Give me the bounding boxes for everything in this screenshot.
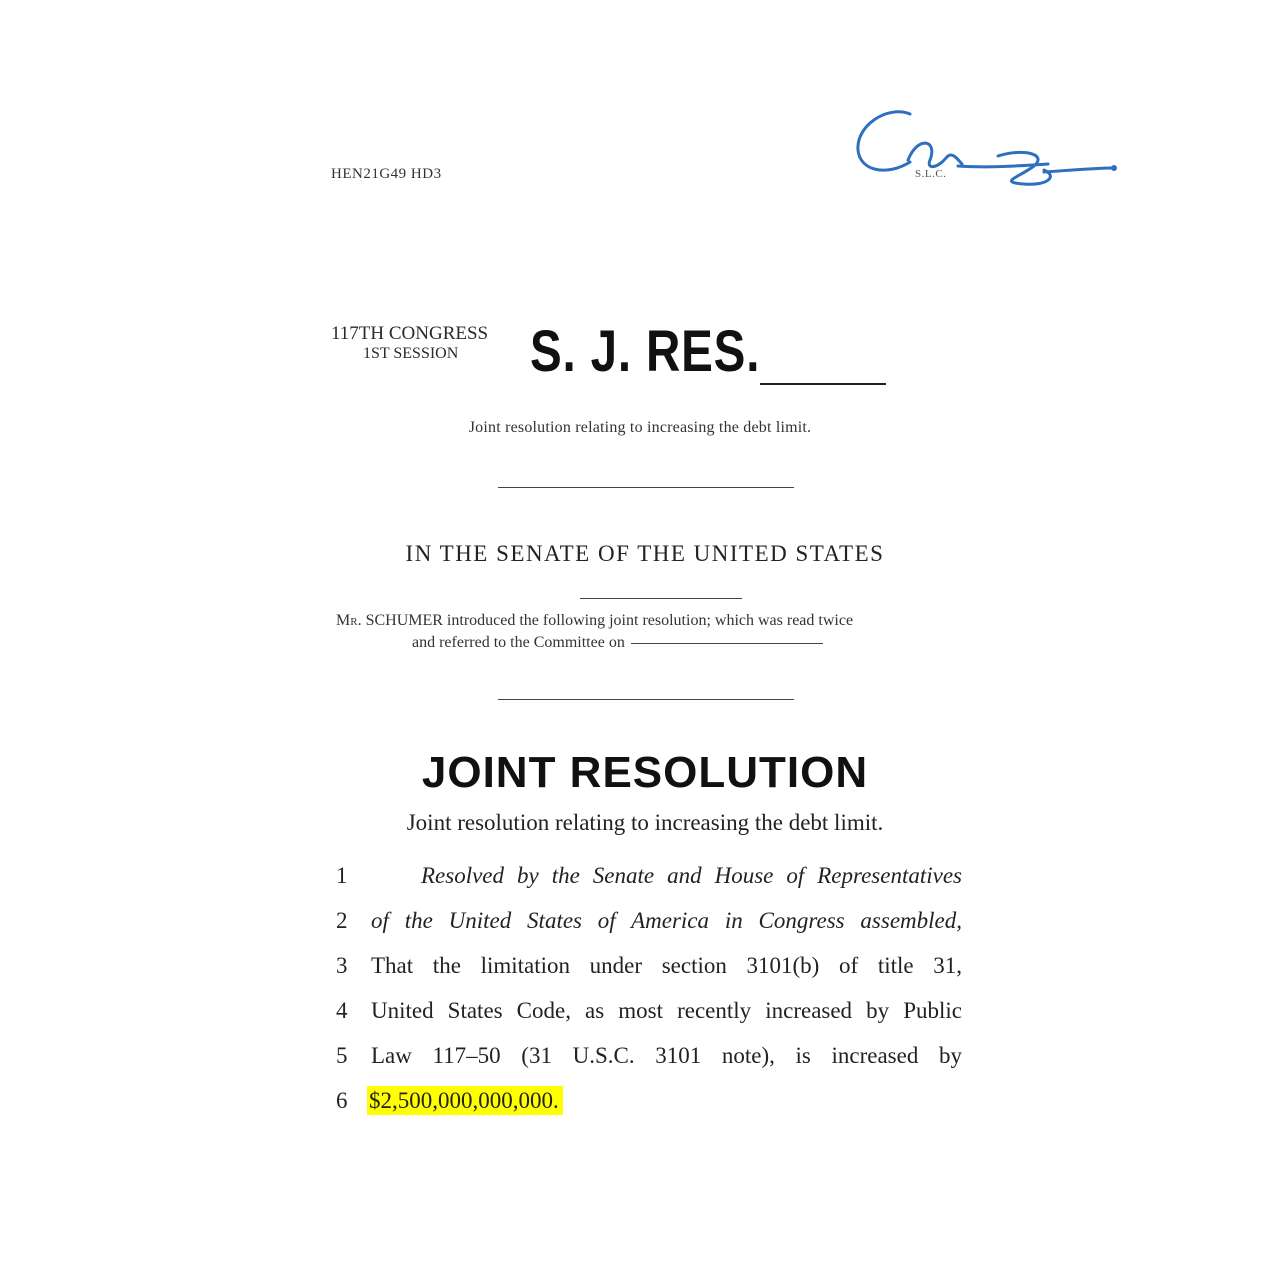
line-number: 3 [336, 953, 348, 978]
line-number: 1 [336, 863, 348, 888]
slc-mark: S.L.C. [915, 168, 947, 180]
handwritten-signature [848, 100, 1128, 200]
numbered-line [336, 858, 966, 903]
congress-label: 117TH CONGRESS [331, 323, 489, 344]
sponsor-name: Mr. SCHUMER [336, 612, 443, 629]
line-text: of the United States of America in Congress assembled, [371, 908, 962, 933]
line-number: 4 [336, 998, 348, 1023]
highlighted-amount: $2,500,000,000,000. [367, 1086, 563, 1115]
committee-referral: and referred to the Committee on [412, 634, 625, 651]
introduction-line-2 [336, 632, 958, 654]
numbered-line [336, 993, 966, 1038]
numbered-line [336, 1038, 966, 1083]
line-number: 6 [336, 1088, 348, 1113]
line-text [371, 1083, 962, 1119]
chamber-heading: IN THE SENATE OF THE UNITED STATES [405, 541, 885, 566]
divider [498, 699, 794, 700]
line-text: Law 117–50 (31 U.S.C. 3101 note), is increased by [371, 1043, 962, 1068]
resolution-body [336, 858, 966, 1128]
session-label: 1ST SESSION [363, 345, 459, 362]
line-number: 5 [336, 1043, 348, 1068]
numbered-line [336, 948, 966, 993]
divider [498, 487, 794, 488]
congress-session [331, 324, 488, 364]
line-text: United States Code, as most recently increased by Public [371, 998, 962, 1023]
resolution-heading: JOINT RESOLUTION [421, 748, 869, 797]
bill-designation: S. J. RES. [530, 319, 761, 384]
resolution-subtitle: Joint resolution relating to increasing the debt limit. [406, 810, 884, 835]
line-text: That the limitation under section 3101(b) of title 31, [371, 953, 962, 978]
committee-blank [631, 643, 823, 644]
introduction-rest: introduced the following joint resolution; which was read twice [442, 612, 854, 629]
line-number: 2 [336, 908, 348, 933]
numbered-line [336, 1083, 966, 1128]
numbered-line [336, 903, 966, 948]
bill-number-blank [760, 383, 886, 385]
line-text: Resolved by the Senate and House of Representatives [421, 863, 962, 888]
divider [580, 598, 742, 599]
short-title: Joint resolution relating to increasing the debt limit. [468, 419, 812, 436]
introduction-line-1 [336, 610, 958, 632]
introduction-text [336, 610, 958, 654]
document-id: HEN21G49 HD3 [331, 166, 442, 182]
